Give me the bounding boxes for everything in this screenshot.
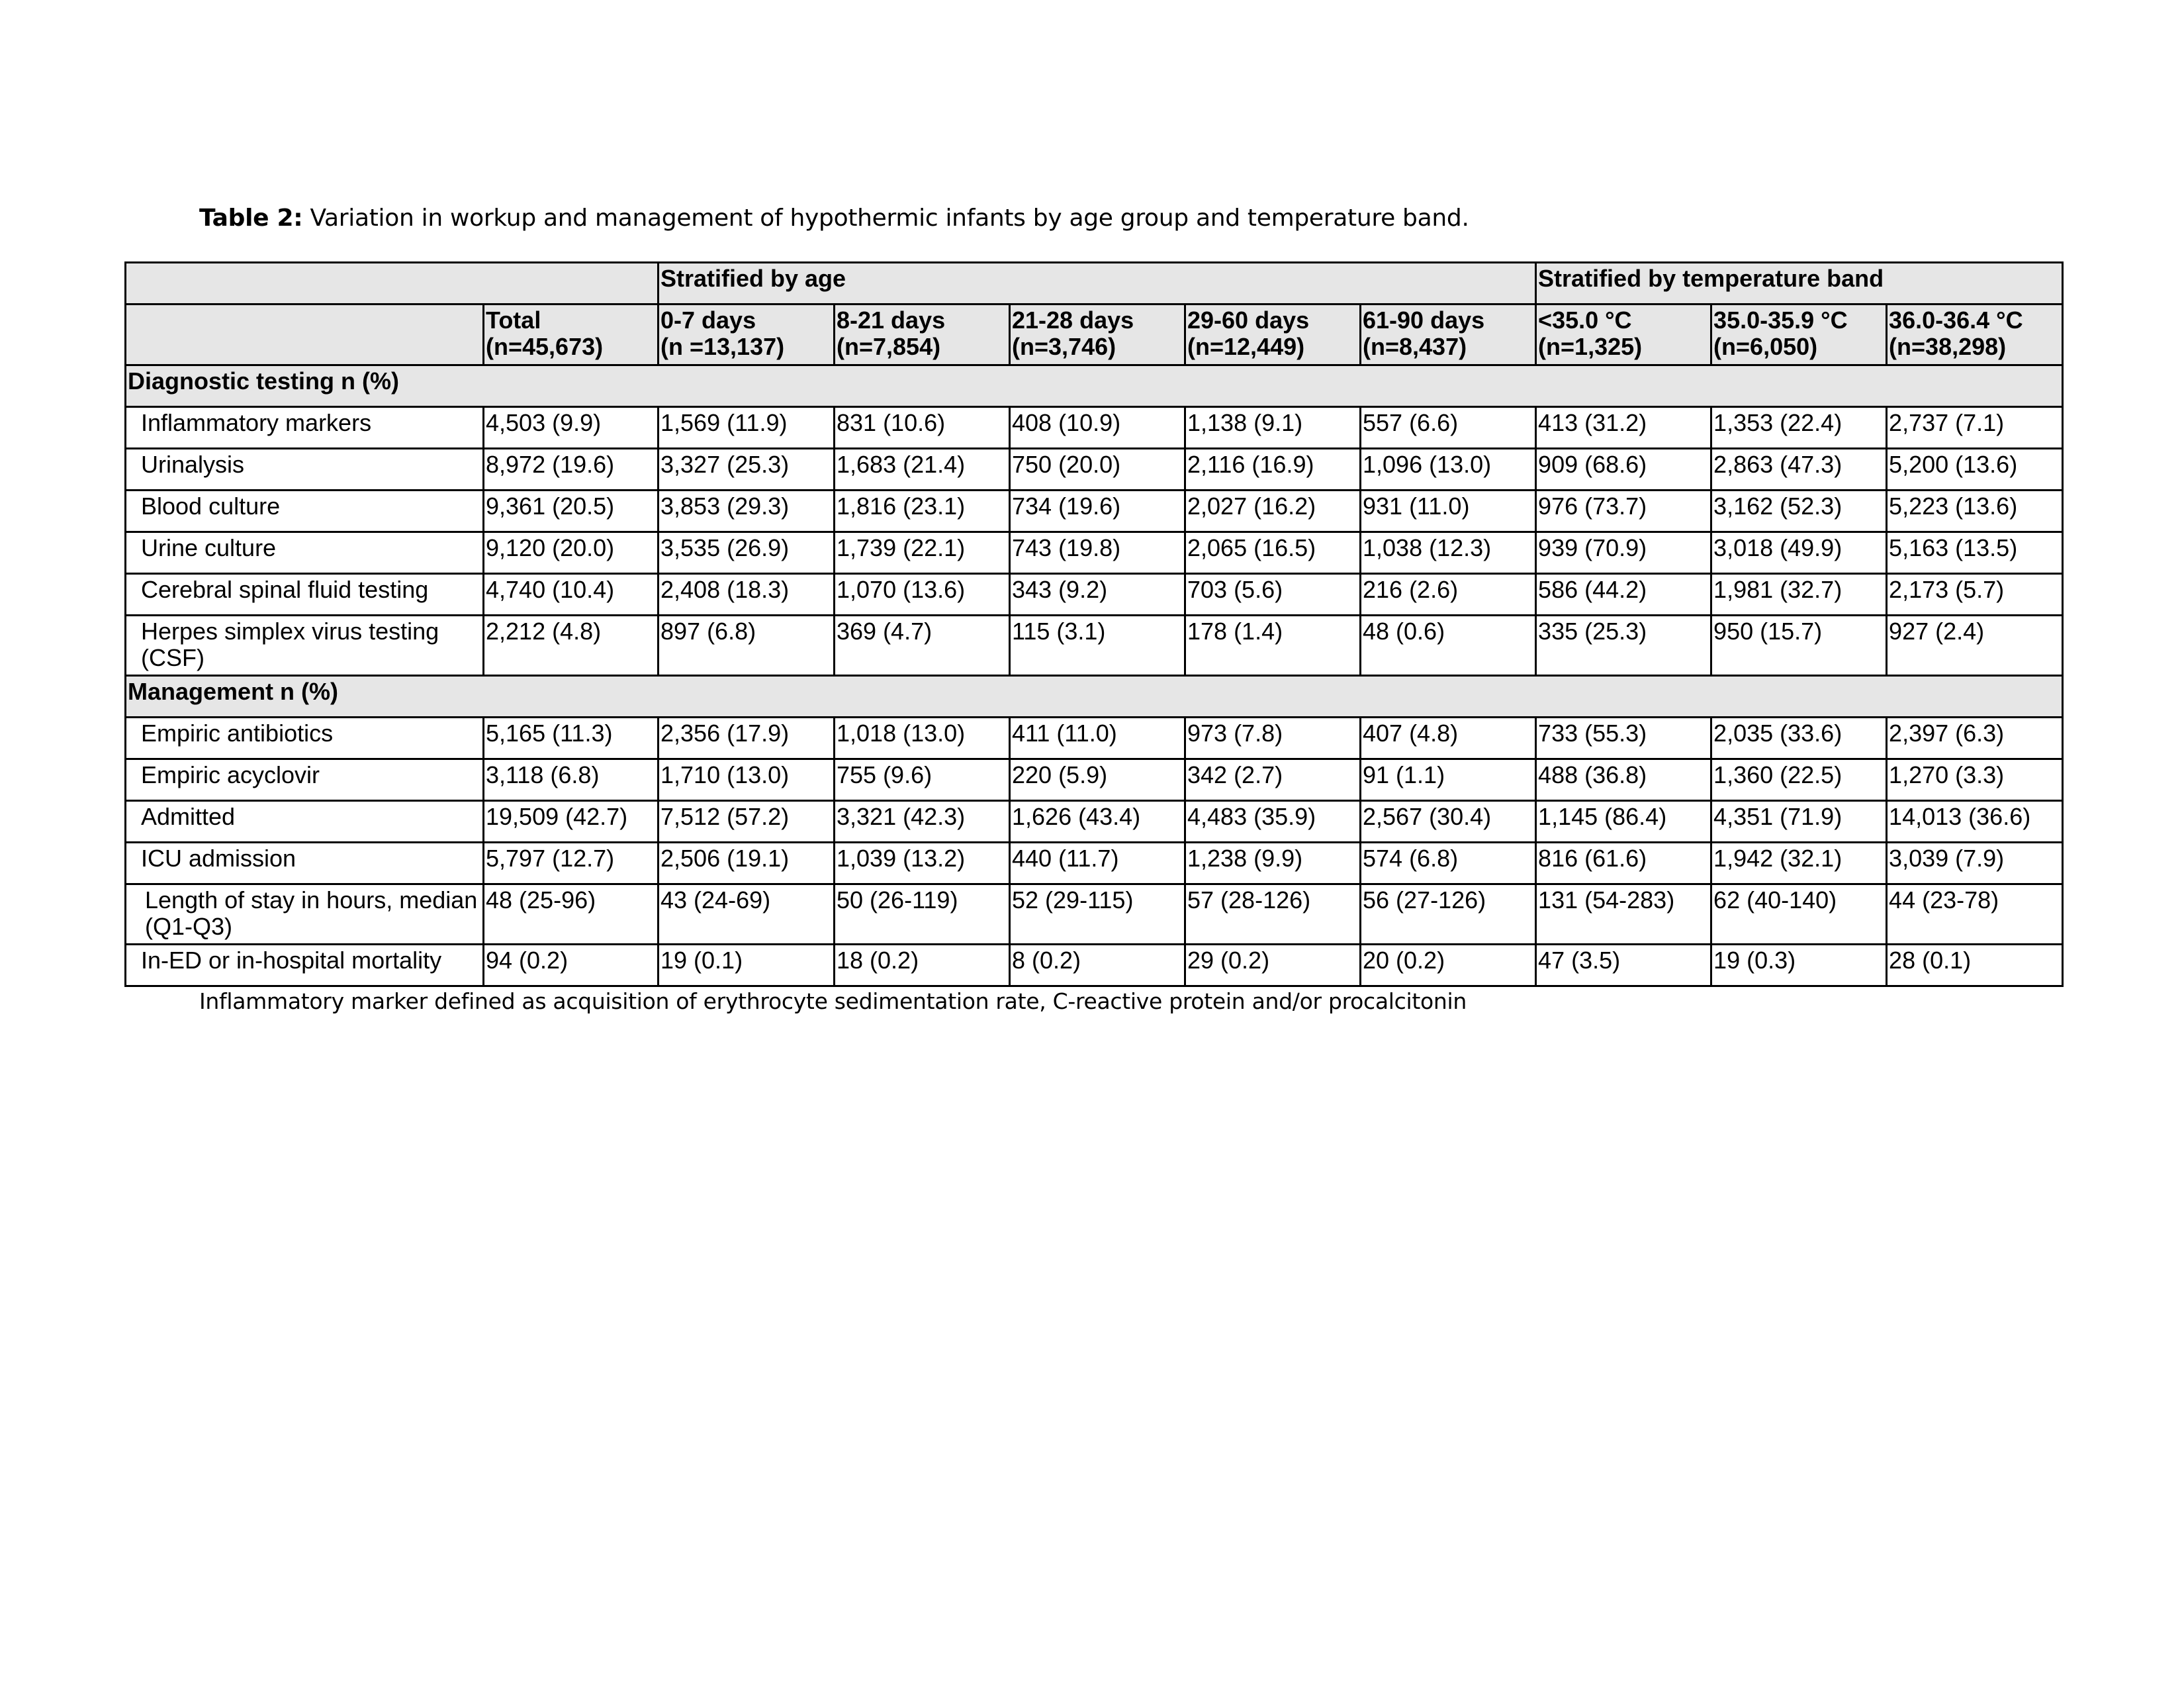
table-cell: 557 (6.6) — [1361, 407, 1536, 449]
table-cell: 743 (19.8) — [1010, 532, 1185, 574]
table-cell: 2,035 (33.6) — [1711, 718, 1887, 759]
column-header-name: Total — [486, 306, 541, 334]
table-row — [126, 407, 2063, 449]
table-cell: 3,327 (25.3) — [659, 449, 835, 491]
table-cell: 5,200 (13.6) — [1887, 449, 2063, 491]
column-header-name: 0-7 days — [660, 306, 756, 334]
table-cell: 2,116 (16.9) — [1185, 449, 1361, 491]
group-header-temp: Stratified by temperature band — [1536, 263, 2063, 305]
table-cell: 1,981 (32.7) — [1711, 574, 1887, 616]
table-cell: 408 (10.9) — [1010, 407, 1185, 449]
column-header-name: 29-60 days — [1187, 306, 1310, 334]
table-cell: 1,360 (22.5) — [1711, 759, 1887, 801]
column-header — [1010, 305, 1185, 365]
table-cell: 586 (44.2) — [1536, 574, 1711, 616]
table-cell: 1,270 (3.3) — [1887, 759, 2063, 801]
column-header-name: 35.0-35.9 °C — [1713, 306, 1848, 334]
table-cell: 1,816 (23.1) — [835, 491, 1010, 532]
column-header-n: (n=3,746) — [1012, 333, 1116, 360]
row-label: Empiric antibiotics — [126, 718, 484, 759]
group-header-row — [126, 263, 2063, 305]
table-cell: 950 (15.7) — [1711, 616, 1887, 676]
table-cell: 56 (27-126) — [1361, 884, 1536, 945]
section-header-row — [126, 676, 2063, 718]
table-cell: 3,118 (6.8) — [484, 759, 659, 801]
section-header-row — [126, 365, 2063, 407]
table-cell: 816 (61.6) — [1536, 843, 1711, 884]
blank-header-cell — [126, 305, 484, 365]
column-header-name: 21-28 days — [1012, 306, 1134, 334]
table-cell: 488 (36.8) — [1536, 759, 1711, 801]
table-cell: 407 (4.8) — [1361, 718, 1536, 759]
column-header-name: 61-90 days — [1363, 306, 1485, 334]
table-cell: 413 (31.2) — [1536, 407, 1711, 449]
table-cell: 57 (28-126) — [1185, 884, 1361, 945]
table-cell: 2,356 (17.9) — [659, 718, 835, 759]
results-table — [124, 261, 2064, 987]
table-cell: 931 (11.0) — [1361, 491, 1536, 532]
row-label: Urine culture — [126, 532, 484, 574]
table-cell: 8 (0.2) — [1010, 945, 1185, 986]
row-label: Blood culture — [126, 491, 484, 532]
table-cell: 5,165 (11.3) — [484, 718, 659, 759]
table-cell: 5,797 (12.7) — [484, 843, 659, 884]
column-header — [1185, 305, 1361, 365]
table-cell: 927 (2.4) — [1887, 616, 2063, 676]
column-header-n: (n=12,449) — [1187, 333, 1305, 360]
table-cell: 19 (0.1) — [659, 945, 835, 986]
table-cell: 5,223 (13.6) — [1887, 491, 2063, 532]
column-header — [1887, 305, 2063, 365]
table-row — [126, 759, 2063, 801]
table-cell: 3,321 (42.3) — [835, 801, 1010, 843]
table-cell: 1,039 (13.2) — [835, 843, 1010, 884]
table-cell: 1,018 (13.0) — [835, 718, 1010, 759]
row-label: Herpes simplex virus testing (CSF) — [126, 616, 484, 676]
table-cell: 131 (54-283) — [1536, 884, 1711, 945]
row-label: Urinalysis — [126, 449, 484, 491]
table-row — [126, 801, 2063, 843]
column-header-name: 8-21 days — [837, 306, 946, 334]
table-cell: 19,509 (42.7) — [484, 801, 659, 843]
table-cell: 3,039 (7.9) — [1887, 843, 2063, 884]
table-cell: 216 (2.6) — [1361, 574, 1536, 616]
table-row — [126, 532, 2063, 574]
table-cell: 411 (11.0) — [1010, 718, 1185, 759]
table-cell: 50 (26-119) — [835, 884, 1010, 945]
table-cell: 2,567 (30.4) — [1361, 801, 1536, 843]
table-cell: 2,397 (6.3) — [1887, 718, 2063, 759]
table-cell: 1,145 (86.4) — [1536, 801, 1711, 843]
table-cell: 343 (9.2) — [1010, 574, 1185, 616]
column-header-row — [126, 305, 2063, 365]
table-cell: 703 (5.6) — [1185, 574, 1361, 616]
table-row — [126, 884, 2063, 945]
table-cell: 750 (20.0) — [1010, 449, 1185, 491]
table-cell: 8,972 (19.6) — [484, 449, 659, 491]
table-cell: 2,212 (4.8) — [484, 616, 659, 676]
table-cell: 5,163 (13.5) — [1887, 532, 2063, 574]
table-cell: 1,353 (22.4) — [1711, 407, 1887, 449]
table-cell: 831 (10.6) — [835, 407, 1010, 449]
table-cell: 973 (7.8) — [1185, 718, 1361, 759]
table-row — [126, 718, 2063, 759]
table-row — [126, 945, 2063, 986]
table-cell: 3,535 (26.9) — [659, 532, 835, 574]
row-label: Admitted — [126, 801, 484, 843]
table-row — [126, 449, 2063, 491]
table-cell: 939 (70.9) — [1536, 532, 1711, 574]
table-cell: 91 (1.1) — [1361, 759, 1536, 801]
table-cell: 94 (0.2) — [484, 945, 659, 986]
table-cell: 14,013 (36.6) — [1887, 801, 2063, 843]
row-label: In-ED or in-hospital mortality — [126, 945, 484, 986]
table-row — [126, 843, 2063, 884]
table-cell: 734 (19.6) — [1010, 491, 1185, 532]
table-cell: 3,018 (49.9) — [1711, 532, 1887, 574]
table-cell: 19 (0.3) — [1711, 945, 1887, 986]
group-header-age: Stratified by age — [659, 263, 1536, 305]
column-header-name: <35.0 °C — [1538, 306, 1632, 334]
column-header-name: 36.0-36.4 °C — [1889, 306, 2023, 334]
table-cell: 4,351 (71.9) — [1711, 801, 1887, 843]
table-cell: 755 (9.6) — [835, 759, 1010, 801]
table-cell: 20 (0.2) — [1361, 945, 1536, 986]
table-cell: 1,138 (9.1) — [1185, 407, 1361, 449]
column-header — [1536, 305, 1711, 365]
table-cell: 3,853 (29.3) — [659, 491, 835, 532]
table-cell: 9,120 (20.0) — [484, 532, 659, 574]
table-cell: 4,740 (10.4) — [484, 574, 659, 616]
table-cell: 9,361 (20.5) — [484, 491, 659, 532]
section-title: Management n (%) — [126, 676, 2063, 718]
table-cell: 29 (0.2) — [1185, 945, 1361, 986]
table-cell: 2,027 (16.2) — [1185, 491, 1361, 532]
column-header — [1361, 305, 1536, 365]
table-cell: 909 (68.6) — [1536, 449, 1711, 491]
table-cell: 2,737 (7.1) — [1887, 407, 2063, 449]
caption-text: Variation in workup and management of hypothermic infants by age group and temperature band. — [302, 205, 1469, 232]
table-cell: 2,065 (16.5) — [1185, 532, 1361, 574]
row-label: Cerebral spinal fluid testing — [126, 574, 484, 616]
table-cell: 369 (4.7) — [835, 616, 1010, 676]
table-caption — [199, 202, 1469, 235]
column-header-n: (n=45,673) — [486, 333, 604, 360]
table-footnote: Inflammatory marker defined as acquisition of erythrocyte sedimentation rate, C-reactive protein and/or procalcitonin — [199, 988, 1467, 1014]
table-cell: 1,942 (32.1) — [1711, 843, 1887, 884]
table-cell: 18 (0.2) — [835, 945, 1010, 986]
row-label: Length of stay in hours, median (Q1-Q3) — [126, 884, 484, 945]
section-title: Diagnostic testing n (%) — [126, 365, 2063, 407]
column-header — [484, 305, 659, 365]
table-cell: 897 (6.8) — [659, 616, 835, 676]
table-cell: 1,096 (13.0) — [1361, 449, 1536, 491]
column-header-n: (n=38,298) — [1889, 333, 2007, 360]
table-cell: 4,503 (9.9) — [484, 407, 659, 449]
table-cell: 1,739 (22.1) — [835, 532, 1010, 574]
column-header-n: (n=1,325) — [1538, 333, 1643, 360]
row-label: Inflammatory markers — [126, 407, 484, 449]
row-label: ICU admission — [126, 843, 484, 884]
table-cell: 7,512 (57.2) — [659, 801, 835, 843]
table-cell: 2,506 (19.1) — [659, 843, 835, 884]
table-cell: 48 (0.6) — [1361, 616, 1536, 676]
table-cell: 115 (3.1) — [1010, 616, 1185, 676]
table-cell: 2,863 (47.3) — [1711, 449, 1887, 491]
table-cell: 2,173 (5.7) — [1887, 574, 2063, 616]
table-cell: 48 (25-96) — [484, 884, 659, 945]
table-cell: 733 (55.3) — [1536, 718, 1711, 759]
table-row — [126, 491, 2063, 532]
column-header — [659, 305, 835, 365]
table-cell: 47 (3.5) — [1536, 945, 1711, 986]
blank-header-cell — [126, 263, 659, 305]
caption-label: Table 2: — [199, 205, 303, 232]
column-header-n: (n =13,137) — [660, 333, 785, 360]
table-row — [126, 616, 2063, 676]
table-cell: 342 (2.7) — [1185, 759, 1361, 801]
column-header-n: (n=6,050) — [1713, 333, 1818, 360]
table-cell: 1,238 (9.9) — [1185, 843, 1361, 884]
table-cell: 220 (5.9) — [1010, 759, 1185, 801]
table-cell: 335 (25.3) — [1536, 616, 1711, 676]
table-cell: 976 (73.7) — [1536, 491, 1711, 532]
table-cell: 1,710 (13.0) — [659, 759, 835, 801]
table-cell: 1,070 (13.6) — [835, 574, 1010, 616]
table-cell: 574 (6.8) — [1361, 843, 1536, 884]
table-cell: 28 (0.1) — [1887, 945, 2063, 986]
table-row — [126, 574, 2063, 616]
row-label: Empiric acyclovir — [126, 759, 484, 801]
table-cell: 1,626 (43.4) — [1010, 801, 1185, 843]
table-cell: 1,683 (21.4) — [835, 449, 1010, 491]
table-cell: 62 (40-140) — [1711, 884, 1887, 945]
table-cell: 1,569 (11.9) — [659, 407, 835, 449]
table-cell: 1,038 (12.3) — [1361, 532, 1536, 574]
table-cell: 44 (23-78) — [1887, 884, 2063, 945]
table-cell: 52 (29-115) — [1010, 884, 1185, 945]
table-cell: 4,483 (35.9) — [1185, 801, 1361, 843]
column-header — [835, 305, 1010, 365]
table-cell: 3,162 (52.3) — [1711, 491, 1887, 532]
column-header-n: (n=7,854) — [837, 333, 941, 360]
column-header — [1711, 305, 1887, 365]
table-cell: 440 (11.7) — [1010, 843, 1185, 884]
table-cell: 43 (24-69) — [659, 884, 835, 945]
table-cell: 178 (1.4) — [1185, 616, 1361, 676]
table-cell: 2,408 (18.3) — [659, 574, 835, 616]
column-header-n: (n=8,437) — [1363, 333, 1467, 360]
